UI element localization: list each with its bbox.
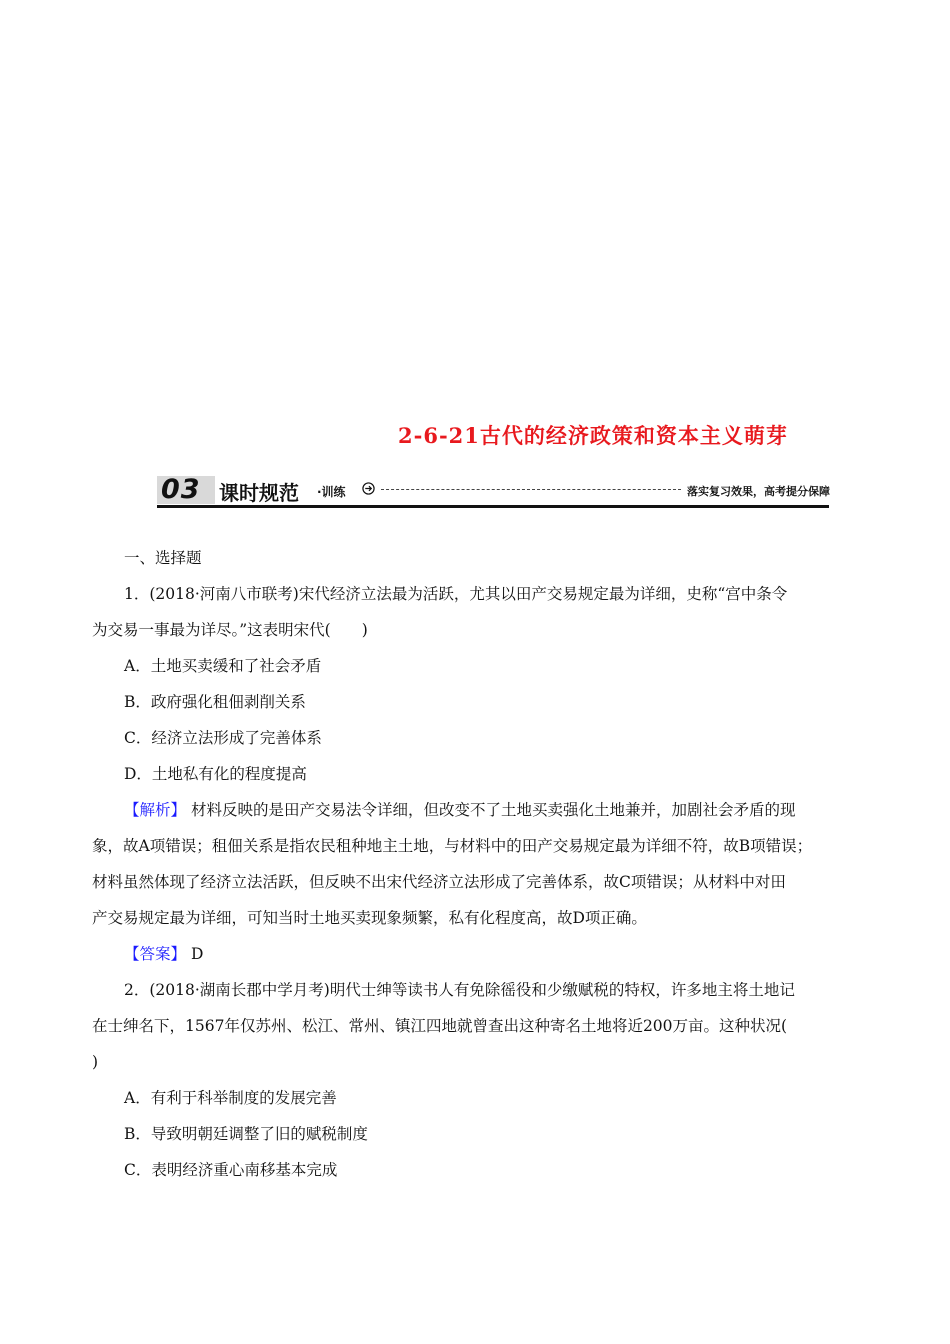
analysis-text: 象，故A项错误；租佃关系是指农民租种地主土地，与材料中的田产交易规定最为详细不符，故B项错误； bbox=[92, 837, 813, 855]
analysis-line bbox=[92, 792, 862, 828]
answer-line bbox=[92, 936, 862, 972]
banner-rule bbox=[157, 505, 829, 508]
option-b: B．导致明朝廷调整了旧的赋税制度 bbox=[124, 1125, 368, 1143]
banner-name: 课时规范 bbox=[219, 481, 299, 505]
question-stem: 在士绅名下，1567年仅苏州、松江、常州、镇江四地就曾查出这种寄名土地将近200万亩。这种状况( bbox=[92, 1017, 788, 1035]
answer-value: D bbox=[190, 945, 204, 963]
option-a: A．有利于科举制度的发展完善 bbox=[124, 1089, 337, 1107]
question-content bbox=[92, 540, 862, 1188]
option-c: C．经济立法形成了完善体系 bbox=[124, 729, 322, 747]
analysis-text: 产交易规定最为详细，可知当时土地买卖现象频繁，私有化程度高，故D项正确。 bbox=[92, 909, 647, 927]
question-stem: 为交易一事最为详尽。”这表明宋代( ) bbox=[92, 621, 368, 639]
option-d: D．土地私有化的程度提高 bbox=[124, 765, 307, 783]
question-stem: 2．(2018·湖南长郡中学月考)明代士绅等读书人有免除徭役和少缴赋税的特权，许多地主将土地记 bbox=[124, 981, 795, 999]
section-heading: 一、选择题 bbox=[124, 549, 202, 567]
question-stem: 1．(2018·河南八市联考)宋代经济立法最为活跃，尤其以田产交易规定最为详细，史称“宫中条令 bbox=[124, 585, 788, 603]
analysis-text: 材料虽然体现了经济立法活跃，但反映不出宋代经济立法形成了完善体系，故C项错误；从材料中对田 bbox=[92, 873, 786, 891]
analysis-label: 【解析】 bbox=[124, 801, 187, 819]
option-b: B．政府强化租佃剥削关系 bbox=[124, 693, 306, 711]
question-stem: ) bbox=[92, 1053, 99, 1071]
banner-tagline: 落实复习效果，高考提分保障 bbox=[687, 485, 830, 498]
banner-dashed-line bbox=[381, 489, 681, 490]
document-title: 2-6-21古代的经济政策和资本主义萌芽 bbox=[398, 423, 788, 448]
answer-label: 【答案】 bbox=[124, 945, 187, 963]
question-1 bbox=[92, 576, 862, 972]
banner-subtitle: ·训练 bbox=[317, 485, 346, 499]
banner-number: 03 bbox=[161, 474, 201, 505]
arrow-right-icon bbox=[362, 482, 375, 495]
analysis-text: 材料反映的是田产交易法令详细，但改变不了土地买卖强化土地兼并，加剧社会矛盾的现 bbox=[190, 801, 796, 819]
question-2 bbox=[92, 972, 862, 1188]
option-a: A．土地买卖缓和了社会矛盾 bbox=[124, 657, 322, 675]
section-banner bbox=[157, 472, 829, 508]
option-c: C．表明经济重心南移基本完成 bbox=[124, 1161, 338, 1179]
